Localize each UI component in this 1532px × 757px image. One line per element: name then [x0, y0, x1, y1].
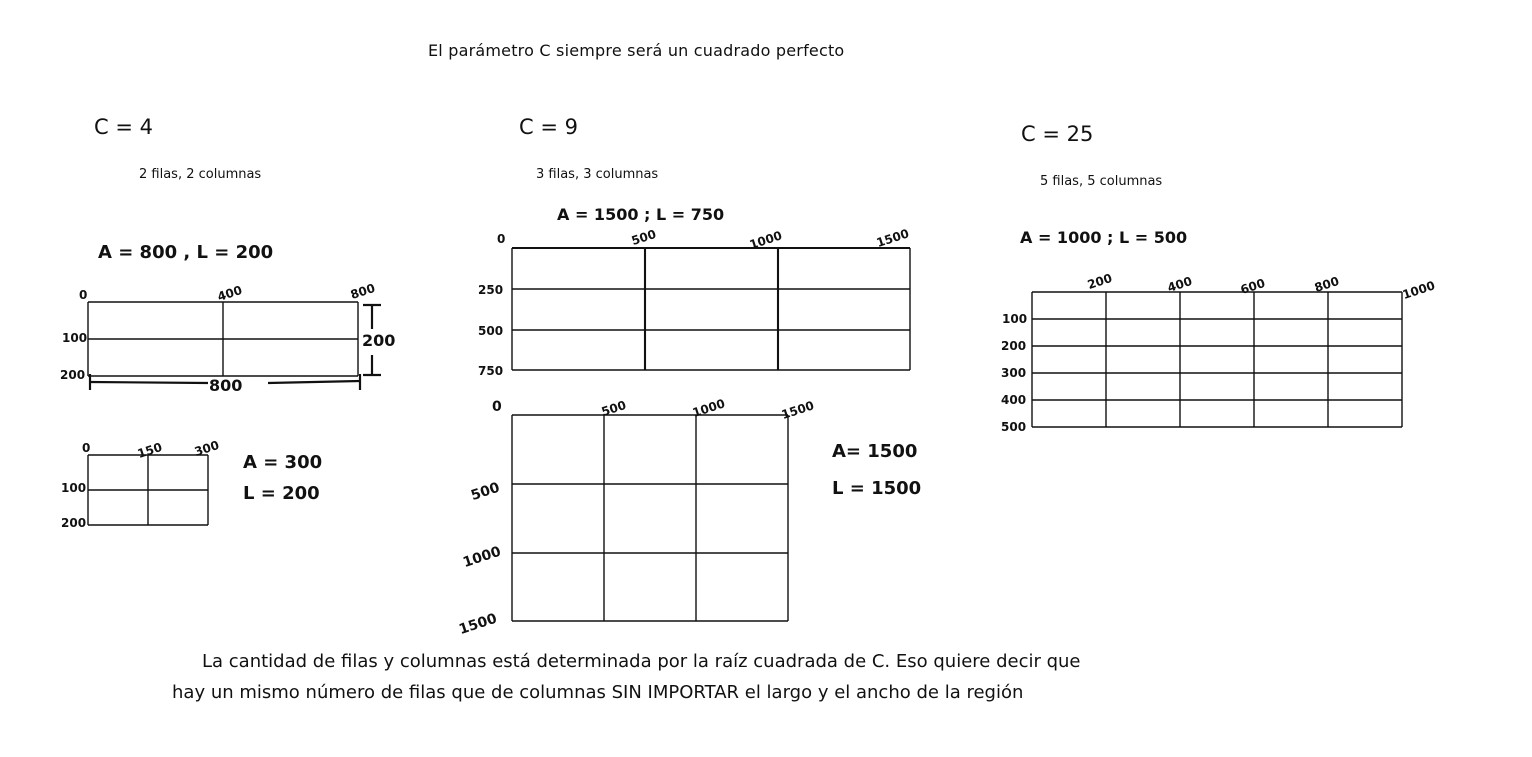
c4-g1-ytick-1: 100: [62, 331, 88, 345]
c4-g2-ytick-2: 200: [61, 516, 87, 530]
c9-g1-ytick-2: 500: [478, 324, 504, 338]
case-subtitle-c25: 5 filas, 5 columnas: [1040, 174, 1163, 189]
c25-grid: [1032, 292, 1404, 430]
c25-xtick-1: 200: [1085, 270, 1114, 292]
case-header-c25: C = 25: [1021, 122, 1094, 146]
c9-grid-2: [512, 415, 790, 623]
c9-grid-1: [512, 248, 912, 372]
c25-ytick-5: 500: [1001, 420, 1027, 434]
c25-label: A = 1000 ; L = 500: [1020, 228, 1188, 247]
c4-grid-2: [88, 455, 210, 527]
c25-ytick-2: 200: [1001, 339, 1027, 353]
c4-g1-ytick-2: 200: [60, 368, 86, 382]
c9-g1-xtick-2: 1000: [747, 228, 784, 252]
c9-g1-xtick-1: 500: [629, 226, 658, 248]
case-header-c4: C = 4: [94, 115, 153, 139]
c4-grid-2-svg: [88, 455, 210, 527]
c4-g2-ytick-1: 100: [61, 481, 87, 495]
c4-diagram1-label: A = 800 , L = 200: [98, 242, 274, 263]
c4-g2-xtick-1: 150: [135, 439, 164, 461]
footer-line-2: hay un mismo número de filas que de columnas SIN IMPORTAR el largo y el ancho de la región: [172, 682, 1024, 703]
c9-g2-label-a: A= 1500: [832, 441, 918, 462]
c4-grid-1: [88, 302, 360, 378]
c25-ytick-1: 100: [1002, 312, 1028, 326]
c25-grid-svg: [1032, 292, 1404, 430]
c9-g1-ytick-3: 750: [478, 364, 504, 378]
c4-g2-xtick-2: 300: [192, 437, 221, 459]
c9-diagram1-label: A = 1500 ; L = 750: [557, 205, 725, 224]
c9-g2-label-l: L = 1500: [832, 478, 922, 499]
c25-xtick-3: 600: [1238, 275, 1267, 297]
c4-grid-1-svg: [88, 302, 360, 378]
c9-grid-1-svg: [512, 248, 912, 372]
case-subtitle-c9: 3 filas, 3 columnas: [536, 167, 659, 182]
c9-g1-xtick-3: 1500: [874, 226, 911, 250]
case-subtitle-c4: 2 filas, 2 columnas: [139, 167, 262, 182]
c25-xtick-4: 800: [1312, 273, 1341, 295]
c4-g1-xtick-2: 800: [348, 280, 377, 302]
c9-g1-xtick-0: 0: [497, 232, 506, 246]
c9-g2-xtick-1: 500: [599, 397, 628, 419]
c9-grid-2-svg: [512, 415, 790, 623]
c4-g2-label-l: L = 200: [243, 483, 320, 504]
c25-xtick-5: 1000: [1400, 278, 1437, 302]
c4-g1-xtick-0: 0: [79, 288, 88, 302]
c9-g2-xtick-0: 0: [492, 399, 502, 415]
c9-g1-ytick-1: 250: [478, 283, 504, 297]
c4-g1-xtick-1: 400: [215, 282, 244, 304]
c25-ytick-4: 400: [1001, 393, 1027, 407]
c9-g2-ytick-2: 1000: [461, 543, 504, 571]
c4-width-label: 800: [209, 376, 243, 395]
c9-g2-ytick-1: 500: [469, 479, 502, 504]
c25-ytick-3: 300: [1001, 366, 1027, 380]
c9-g2-ytick-3: 1500: [457, 610, 500, 638]
c4-g2-label-a: A = 300: [243, 452, 323, 473]
page-title: El parámetro C siempre será un cuadrado perfecto: [428, 41, 845, 60]
c4-g2-xtick-0: 0: [82, 441, 91, 455]
c25-xtick-2: 400: [1165, 273, 1194, 295]
case-header-c9: C = 9: [519, 115, 578, 139]
c4-height-label: 200: [362, 331, 396, 350]
c9-g2-xtick-3: 1500: [779, 398, 816, 422]
footer-line-1: La cantidad de filas y columnas está determinada por la raíz cuadrada de C. Eso quiere decir que: [202, 651, 1081, 672]
c9-g2-xtick-2: 1000: [690, 396, 727, 420]
